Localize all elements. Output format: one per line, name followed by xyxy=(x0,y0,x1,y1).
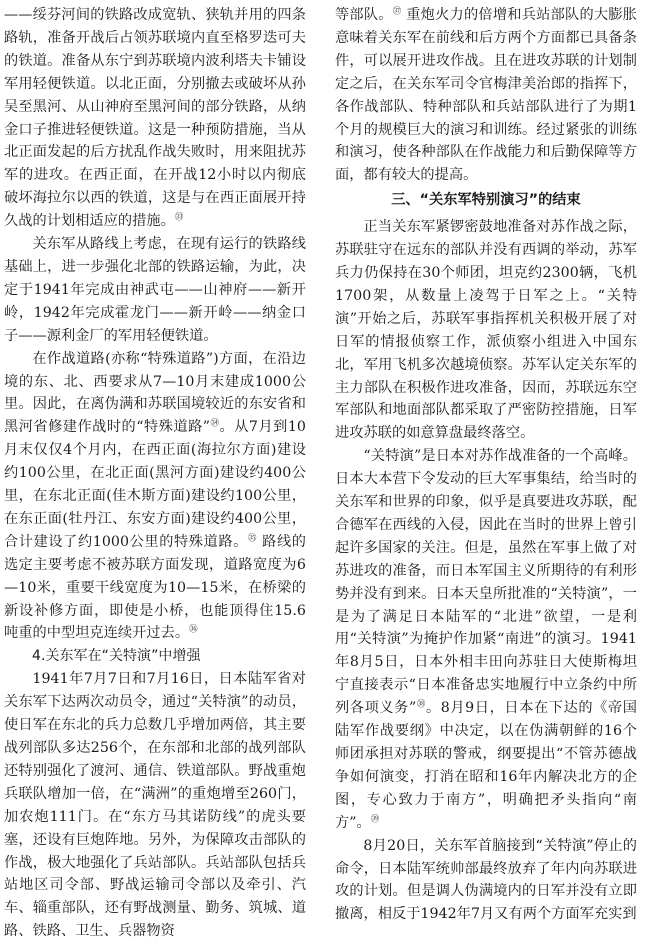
paragraph-text: 路线的选定主要考虑不被苏联方面发现，道路宽度为6—10米，重要干线宽度为10—15米，在桥梁的新设补修方面，即使是小桥，也能顶得住15.6吨重的中型坦克连续开过去。 xyxy=(4,533,306,642)
left-column xyxy=(4,4,306,943)
paragraph-kantokuen-peak xyxy=(335,445,637,834)
footnote-marker: ㊳ xyxy=(416,699,426,710)
paragraph-text: 等部队。 xyxy=(335,7,393,23)
footnote-marker: ㉟ xyxy=(247,533,258,544)
footnote-marker: ㊲ xyxy=(392,6,402,17)
paragraph-text: “关特演”是日本对苏作战准备的一个高峰。日本大本营下令发动的巨大军事集结，给当时的关东军和世界的印象，似乎是真要进攻苏联，配合德军在西线的入侵，因此在当时的世界上曾引起许多国家的关注。但是，虽然在军事上做了对苏进攻的准备，而日本军国主义所期待的有利形势并没有到来。日本天皇所批准的“关特演”，一是为了满足日本陆军的“北进”欲望，一是利用“关特演”为掩护作加紧“南进”的演习。1941年8月5日，日本外相丰田向苏驻日大使斯梅坦宁直接表示“日本准备忠实地履行中立条约中所列各项义务” xyxy=(335,448,637,717)
section-heading: 三、“关东军特别演习”的结束 xyxy=(391,192,581,209)
paragraph-text: 。从7月到10月末仅仅4个月内，在西正面(海拉尔方面)建设约100公里，在北正面(黑河方面)建设约400公里，在东北正面(佳木斯方面)建设约100公里，在东正面(牡丹江、东安方面)建设约400公里，合计建设了约1000公里的特殊道路。 xyxy=(4,419,306,550)
paragraph-text: 关东军从路线上考虑，在现有运行的铁路线基础上，进一步强化北部的铁路运输，为此，决定于1941年完成由神武屯——山神府——新开岭，1942年完成霍龙门——新开岭——纳金口子——源利金厂的军用轻便铁道。 xyxy=(4,236,306,344)
paragraph-text: 重炮火力的倍增和兵站部队的大膨胀意味着关东军在前线和后方两个方面都已具备条件，可以展开进攻作战。且在进攻苏联的计划制定之后，在关东军司令官梅津美治郎的指挥下，各作战部队、特种部队和兵站部队进行了为期1个月的规模巨大的演习和训练。经过紧张的训练和演习，使各种部队在作战能力和后勤保障等方面，都有较大的提高。 xyxy=(335,7,637,184)
footnote-marker: ㉞ xyxy=(210,418,220,429)
paragraph-text: 1941年7月7日和7月16日，日本陆军省对关东军下达两次动员令，通过“关特演”的动员，使日军在东北的兵力总数几乎增加两倍，其主要战列部队多达256个，在东部和北部的战列部队还特别强化了渡河、通信、铁道部队。野战重炮兵联队增加一倍，在“满洲”的重炮增至260门，加农炮111门。在“东方马其诺防线”的虎头要塞，还设有巨炮阵地。另外，为保障攻击部队的作战，极大地强化了兵站部队。兵站部队包括兵站地区司令部、野战运输司令部以及牵引、汽车、辎重部队，还有野战测量、勤务、筑城、道路、铁路、卫生、兵器物资 xyxy=(4,671,306,940)
footnote-marker: ㊱ xyxy=(189,624,198,635)
paragraph-soviet-response xyxy=(335,216,637,445)
paragraph-text: 正当关东军紧锣密鼓地准备对苏作战之际，苏联驻守在远东的部队并没有西调的举动，苏军兵力仍保持在30个师团，坦克约2300辆，飞机1700架，从数量上凌驾于日军之上。“关特演”开始之后，苏联军事指挥机关积极开展了对日军的情报侦察工作，派侦察小组进入中国东北，军用飞机多次越境侦察。苏军认定关东军的主力部队在积极作进攻准备，因而，苏联远东空军部队和地面部队都采取了严密防控措施，日军进攻苏联的如意算盘最终落空。 xyxy=(335,219,637,442)
footnote-marker: ㉝ xyxy=(174,212,184,223)
right-column xyxy=(335,4,637,926)
subsection-heading: 4.关东军在“关特演”中增强 xyxy=(32,648,201,665)
paragraph-stop-order xyxy=(335,835,637,927)
paragraph-special-roads xyxy=(4,348,306,646)
footnote-marker: ㊴ xyxy=(370,813,380,824)
paragraph-light-railway xyxy=(4,233,306,348)
paragraph-text: 。8月9日，日本在下达的《帝国陆军作战要纲》中决定，以在伪满朝鲜的16个师团承担对苏联的警戒，纲要提出“不管苏德战争如何演变，打消在昭和16年内解决北方的企图，专心致力于南方”，明确把矛头指向“南方”。 xyxy=(335,700,637,831)
paragraph-text: ——绥芬河间的铁路改成宽轨、狭轨并用的四条路轨，准备开战后占领苏联境内直至格罗迭可夫的铁道。准备从东宁到苏联境内波利塔夫卡铺设军用轻便铁道。以北正面，分别撤去或破坏从孙吴至黑河、从山神府至黑河间的部分铁路，从纳金口子推进轻便铁道。这是一种预防措施，当从北正面发起的后方扰乱作战失败时，用来阻扰苏军的进攻。在西正面，在开战12小时以内彻底破坏海拉尔以西的铁道，这是与在西正面展开持久战的计划相适应的措施。 xyxy=(4,7,306,230)
paragraph-mobilization xyxy=(4,668,306,943)
paragraph-text: 8月20日，关东军首脑接到“关特演”停止的命令，日本陆军统帅部最终放弃了年内向苏联进攻的计划。但是调人伪满境内的日军并没有立即撤离，相反于1942年7月又有两个方面军充实到 xyxy=(335,837,637,923)
paragraph-railway-plans xyxy=(4,4,306,233)
paragraph-text: 在作战道路(亦称“特殊道路”)方面，在沿边境的东、北、西要求从7—10月末建成1000公里。因此，在离伪满和苏联国境较近的东安省和黑河省修建作战时的“特殊道路” xyxy=(4,350,306,436)
paragraph-logistics xyxy=(335,4,637,187)
